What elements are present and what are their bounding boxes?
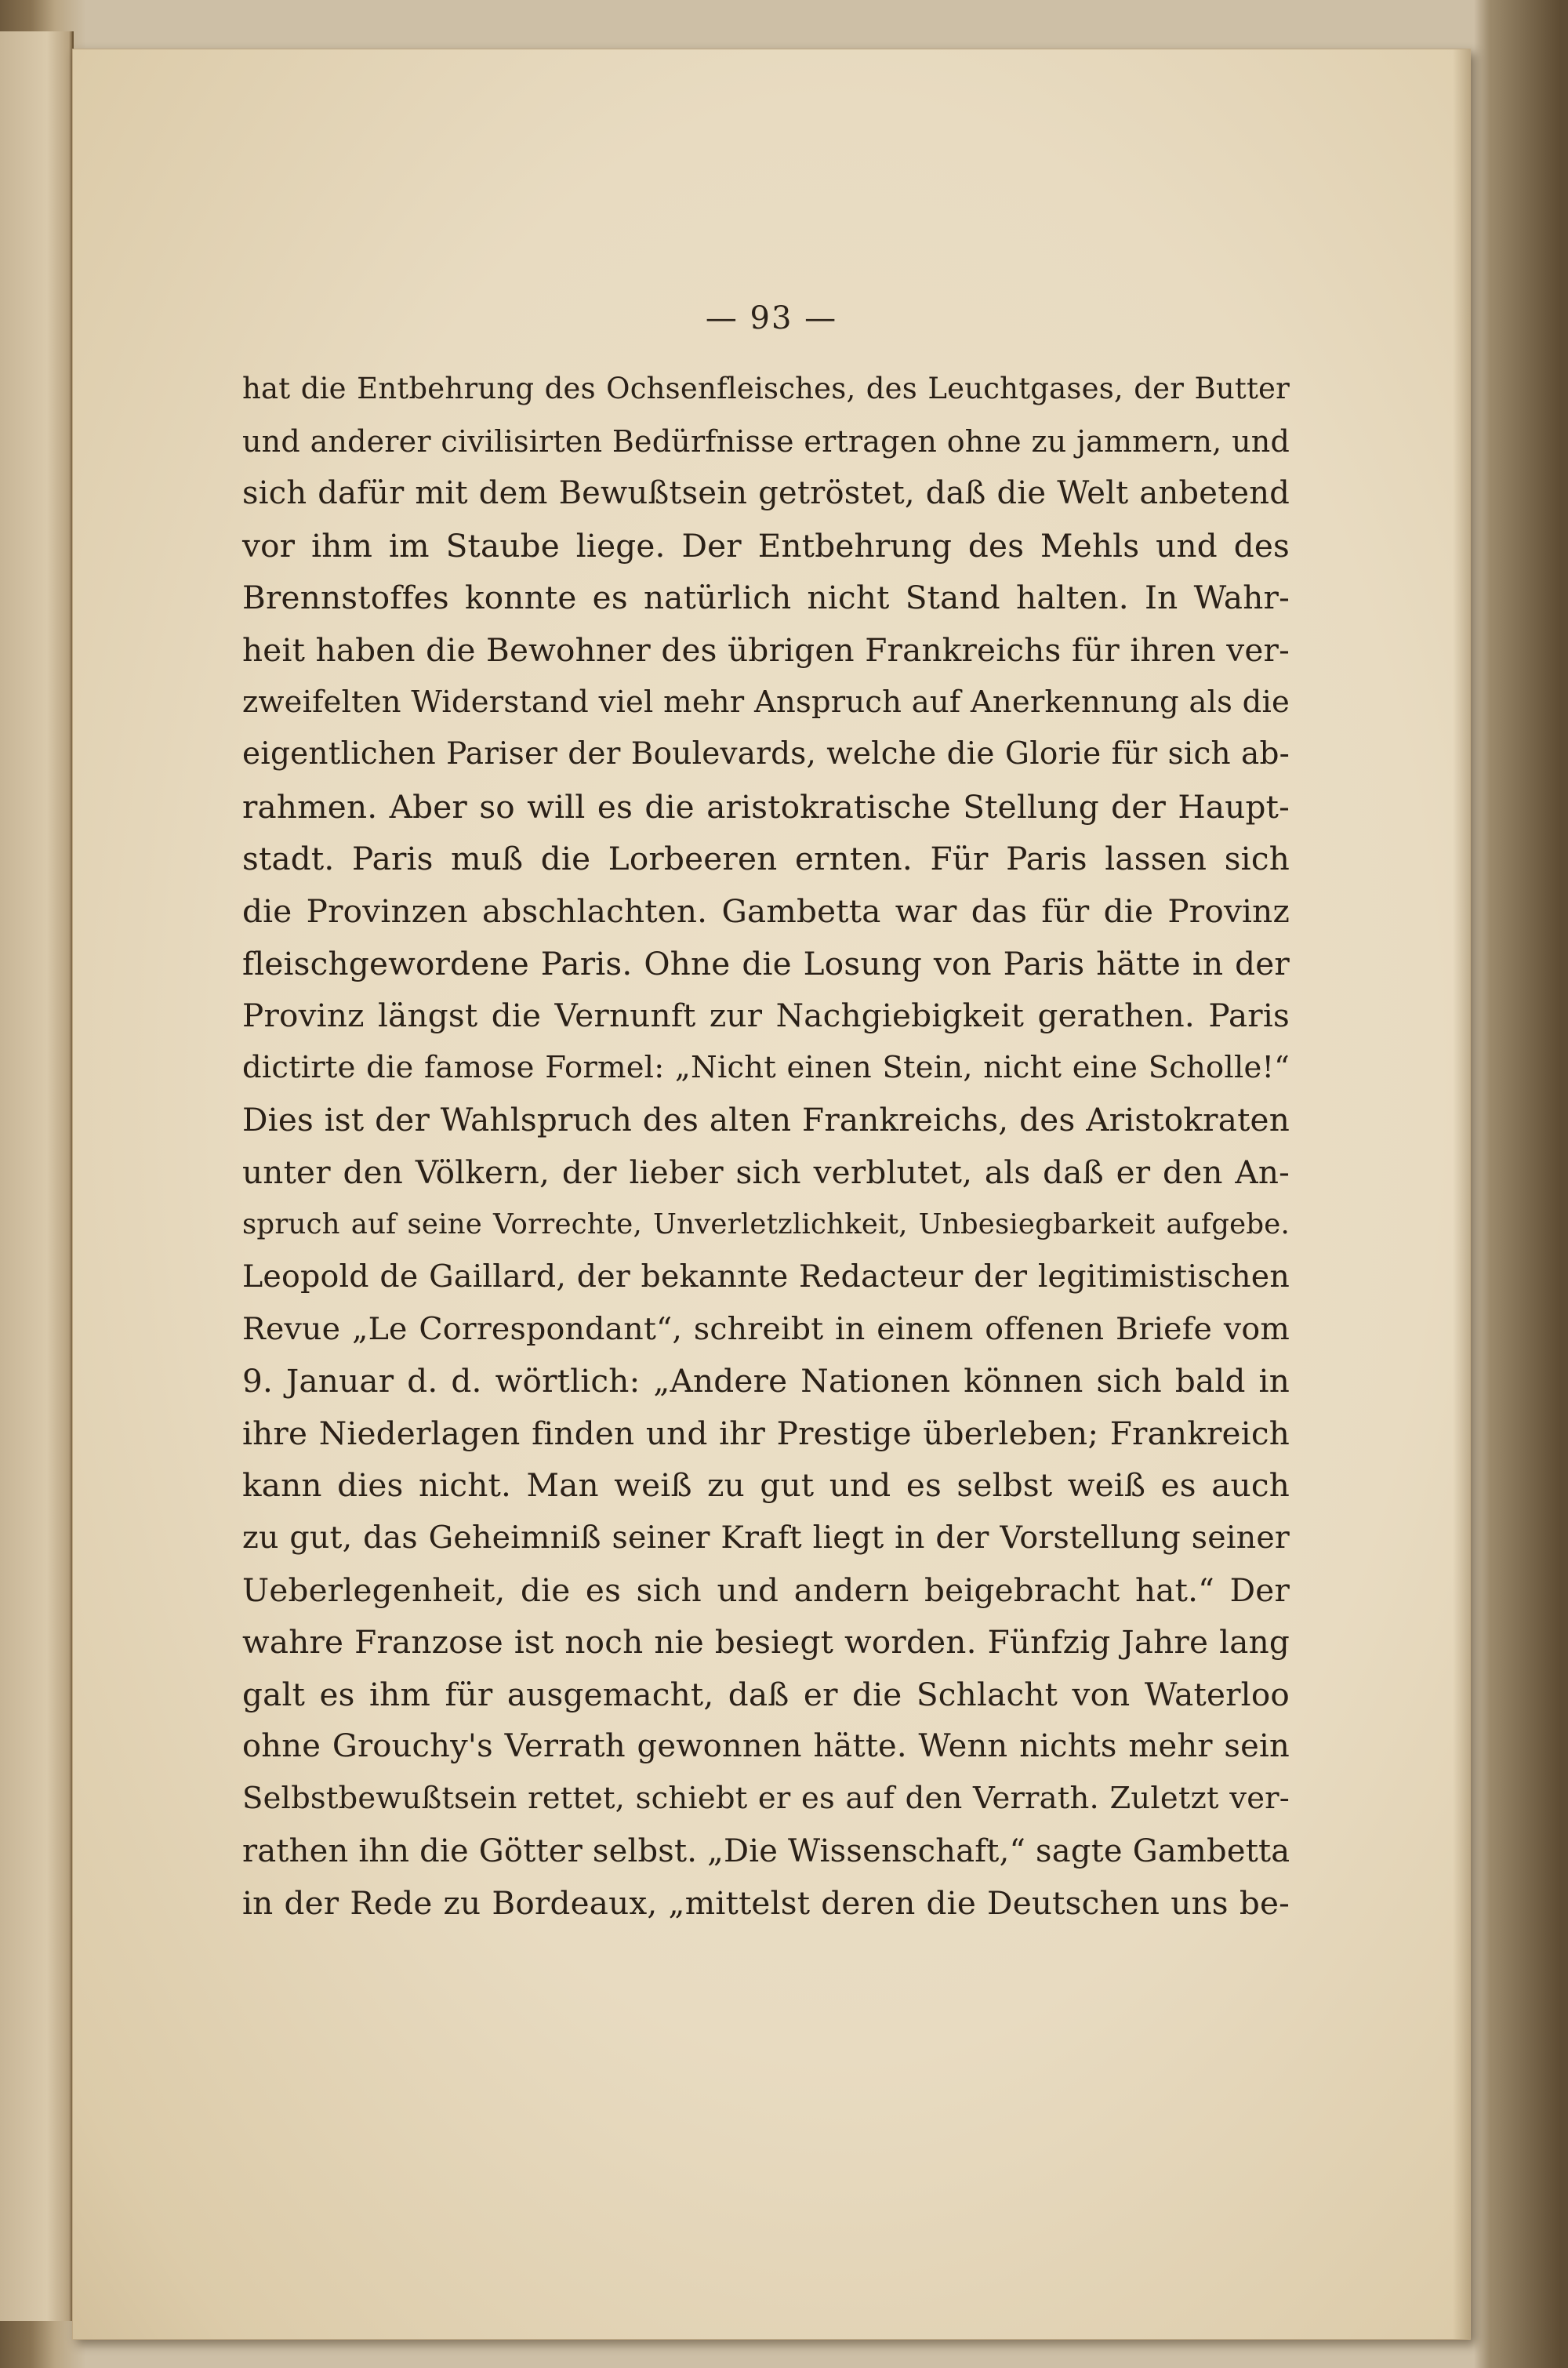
text-line: Revue „Le Correspondant“, schreibt in einem offenen Briefe vom: [242, 1310, 1290, 1347]
text-line: heit haben die Bewohner des übrigen Frankreichs für ihren ver-: [242, 630, 1290, 669]
text-line: hat die Entbehrung des Ochsenfleisches, des Leuchtgases, der Butter: [242, 372, 1290, 405]
text-line: eigentlichen Pariser der Boulevards, welche die Glorie für sich ab-: [242, 736, 1290, 772]
text-line: fleischgewordene Paris. Ohne die Losung von Paris hätte in der: [242, 944, 1290, 982]
text-line: spruch auf seine Vorrechte, Unverletzlichkeit, Unbesiegbarkeit aufgebe.: [242, 1208, 1290, 1240]
text-line: Brennstoffes konnte es natürlich nicht Stand halten. In Wahr-: [242, 579, 1290, 617]
page-number: — 93 —: [705, 300, 838, 336]
text-line: vor ihm im Staube liege. Der Entbehrung des Mehls und des: [242, 526, 1290, 565]
text-line: rathen ihn die Götter selbst. „Die Wissenschaft,“ sagte Gambetta: [242, 1832, 1290, 1869]
text-line: Selbstbewußtsein rettet, schiebt er es auf den Verrath. Zuletzt ver-: [242, 1781, 1290, 1817]
text-line: sich dafür mit dem Bewußtsein getröstet, daß die Welt anbetend: [242, 475, 1290, 512]
text-line: wahre Franzose ist noch nie besiegt worden. Fünfzig Jahre lang: [242, 1623, 1290, 1662]
text-line: und anderer civilisirten Bedürfnisse ertragen ohne zu jammern, und: [242, 423, 1290, 459]
text-line: dictirte die famose Formel: „Nicht einen Stein, nicht eine Scholle!“: [242, 1049, 1290, 1085]
text-line: Provinz längst die Vernunft zur Nachgiebigkeit gerathen. Paris: [242, 997, 1290, 1035]
body-text: [242, 363, 1290, 1930]
text-line: rahmen. Aber so will es die aristokratische Stellung der Haupt-: [242, 787, 1290, 826]
text-line: die Provinzen abschlachten. Gambetta war das für die Provinz: [242, 892, 1290, 930]
text-line: zu gut, das Geheimniß seiner Kraft liegt in der Vorstellung seiner: [242, 1520, 1290, 1556]
text-line: Dies ist der Wahlspruch des alten Frankreichs, des Aristokraten: [242, 1101, 1290, 1139]
text-line: unter den Völkern, der lieber sich verblutet, als daß er den An-: [242, 1153, 1290, 1191]
text-line: 9. Januar d. d. wörtlich: „Andere Nationen können sich bald in: [242, 1362, 1290, 1400]
text-line: zweifelten Widerstand viel mehr Anspruch auf Anerkennung als die: [242, 684, 1290, 720]
text-line: kann dies nicht. Man weiß zu gut und es selbst weiß es auch: [242, 1466, 1290, 1505]
text-line: in der Rede zu Bordeaux, „mittelst deren die Deutschen uns be-: [242, 1884, 1290, 1923]
book-page: [72, 49, 1471, 2340]
text-line: ohne Grouchy's Verrath gewonnen hätte. Wenn nichts mehr sein: [242, 1728, 1290, 1765]
text-line: ihre Niederlagen finden und ihr Prestige überleben; Frankreich: [242, 1414, 1290, 1452]
text-line: Ueberlegenheit, die es sich und andern beigebracht hat.“ Der: [242, 1571, 1290, 1609]
page-edge-shadow: [1453, 49, 1470, 2339]
text-line: galt es ihm für ausgemacht, daß er die Schlacht von Waterloo: [242, 1675, 1290, 1713]
previous-page-edge: [0, 31, 74, 2321]
text-line: Leopold de Gaillard, der bekannte Redacteur der legitimistischen: [242, 1258, 1290, 1295]
text-line: stadt. Paris muß die Lorbeeren ernten. Für Paris lassen sich: [242, 840, 1290, 878]
